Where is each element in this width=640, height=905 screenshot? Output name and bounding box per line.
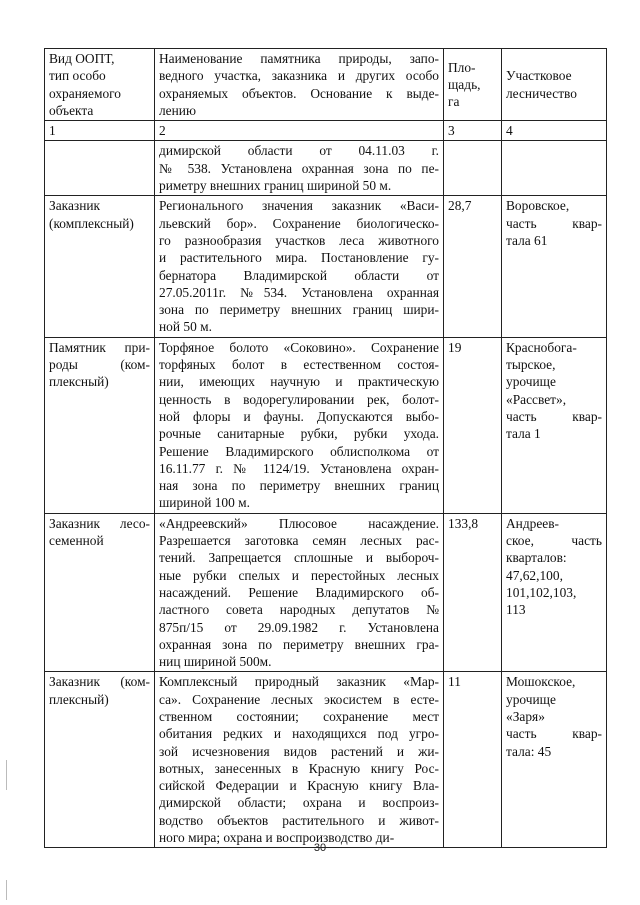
row-forestry-line: «Рассвет»,: [506, 391, 567, 407]
row-type: [45, 337, 155, 513]
row-description-line: льевский бор». Сохранение биологическо-: [159, 215, 439, 231]
row-area: [444, 141, 502, 196]
row-description-line: и растительного мира. Постановление гу-: [159, 250, 439, 266]
table-row: [45, 196, 607, 337]
row-area: 133,8: [444, 513, 502, 672]
row-forestry: [502, 141, 607, 196]
row-description: [155, 141, 444, 196]
row-description-line: вотных, занесенных в Красную книгу Рос-: [159, 760, 439, 776]
row-description-line: ственном состоянии; сохранение мест: [159, 708, 439, 724]
column-number-row: [45, 121, 607, 141]
row-forestry-line: Воровское,: [506, 198, 570, 214]
row-description-line: бернатора Владимирской области от: [159, 267, 439, 283]
row-forestry-line: урочище: [506, 374, 556, 390]
row-description-line: ластного совета народных депутатов №: [159, 602, 439, 618]
protected-areas-table: [44, 48, 607, 848]
row-description-line: торфяных болот в естественном состоя-: [159, 357, 439, 373]
row-description: [155, 513, 444, 672]
row-description-line: ные рубки спелых и перестойных лесных: [159, 567, 439, 583]
row-description-line: «Андреевский» Плюсовое насаждение.: [159, 515, 439, 531]
row-description-line: 16.11.77 г. № 1124/19. Установлена охран-: [159, 460, 439, 476]
row-type-line: Памятник при-: [49, 339, 150, 355]
row-type-line: плексный): [49, 374, 109, 390]
row-description-line: са». Сохранение лесных экосистем в есте-: [159, 691, 439, 707]
row-description-line: ной флоры и фауны. Допускаются выбо-: [159, 408, 439, 424]
row-description-line: зона по периметру внешних границ шири-: [159, 302, 439, 318]
row-description-line: Комплексный природный заказник «Мар-: [159, 674, 439, 690]
row-type-line: Заказник лесо-: [49, 515, 150, 531]
row-forestry: [502, 513, 607, 672]
column-number: 1: [45, 121, 155, 141]
row-type-line: роды (ком-: [49, 357, 150, 373]
row-forestry-line: тала 1: [506, 426, 541, 442]
scan-margin-mark: [6, 760, 7, 790]
row-description-line: риметру внешних границ шириной 50 м.: [159, 178, 392, 194]
row-description: [155, 672, 444, 848]
row-description-line: обитания редких и находящихся под угро-: [159, 726, 439, 742]
header-col4: Участковое лесничество: [502, 49, 607, 121]
row-description-line: охранная зона по периметру внешних гра-: [159, 636, 439, 652]
table-row: [45, 141, 607, 196]
row-description-line: димирской области от 04.11.03 г.: [159, 143, 439, 159]
row-forestry-line: часть квар-: [506, 726, 602, 742]
row-description-line: 875п/15 от 29.09.1982 г. Установлена: [159, 619, 439, 635]
row-forestry-line: тала: 45: [506, 743, 552, 759]
table-row: [45, 513, 607, 672]
row-forestry-line: тырское,: [506, 357, 556, 373]
row-description-line: ниц шириной 500м.: [159, 654, 272, 670]
row-forestry-line: тала 61: [506, 232, 548, 248]
row-type-line: семенной: [49, 533, 104, 549]
row-forestry-line: «Заря»: [506, 708, 545, 724]
row-forestry-line: часть квар-: [506, 215, 602, 231]
row-area: 11: [444, 672, 502, 848]
row-description-line: насаждений. Решение Владимирского об-: [159, 584, 439, 600]
row-area: 19: [444, 337, 502, 513]
row-forestry-line: Мошокское,: [506, 674, 576, 690]
row-description-line: зой исчезновения видов растений и жи-: [159, 743, 439, 759]
table-row: [45, 337, 607, 513]
row-description: [155, 337, 444, 513]
page-number: 30: [313, 842, 327, 854]
row-forestry: [502, 672, 607, 848]
row-forestry-line: Андреев-: [506, 515, 560, 531]
row-description-line: № 538. Установлена охранная зона по пе-: [159, 160, 439, 176]
row-description-line: водство объектов растительного и живот-: [159, 812, 439, 828]
row-forestry-line: 101,102,103,: [506, 584, 577, 600]
table-header-row: [45, 49, 607, 121]
row-description: [155, 196, 444, 337]
row-description-line: ного мира; охрана и воспроизводство ди-: [159, 830, 395, 846]
scan-margin-mark: [6, 880, 7, 900]
row-description-line: Торфяное болото «Соковино». Сохранение: [159, 339, 439, 355]
row-forestry-line: Краснобога-: [506, 339, 577, 355]
row-forestry: [502, 337, 607, 513]
row-forestry-line: 113: [506, 602, 526, 618]
row-forestry-line: 47,62,100,: [506, 567, 563, 583]
row-description-line: рочные санитарные рубки, рубки ухода.: [159, 426, 439, 442]
header-col3: Пло- щадь, га: [444, 49, 502, 121]
row-description-line: тений. Запрещается сплошные и выбороч-: [159, 550, 439, 566]
row-description-line: Разрешается заготовка семян лесных рас-: [159, 533, 439, 549]
row-description-line: ной 50 м.: [159, 319, 212, 335]
header-col1: Вид ООПТ, тип особо охраняемого объекта: [45, 49, 155, 121]
row-type-line: Заказник: [49, 198, 101, 214]
row-forestry-line: кварталов:: [506, 550, 567, 566]
row-description-line: го разнообразия участков леса животного: [159, 232, 439, 248]
table-row: [45, 672, 607, 848]
row-type-line: Заказник (ком-: [49, 674, 150, 690]
row-description-line: 27.05.2011г. №534. Установлена охранная: [159, 284, 439, 300]
row-description-line: димирской области; охрана и воспроиз-: [159, 795, 439, 811]
row-type: [45, 196, 155, 337]
column-number: 4: [502, 121, 607, 141]
row-forestry-line: часть квар-: [506, 408, 602, 424]
row-description-line: шириной 100 м.: [159, 495, 250, 511]
row-description-line: ценность в водорегулировании рек, болот-: [159, 391, 439, 407]
row-description-line: ная зона по периметру внешних границ: [159, 478, 439, 494]
table-body: [45, 141, 607, 848]
row-forestry: [502, 196, 607, 337]
row-description-line: Решение Владимирского облисполкома от: [159, 443, 439, 459]
header-col2: Наименование памятника природы, запо- ведного участка, заказника и других особо охраняемых объектов. Основание к выде- лению: [155, 49, 444, 121]
row-type: [45, 513, 155, 672]
row-forestry-line: ское, часть: [506, 533, 602, 549]
row-type-line: (комплексный): [49, 215, 134, 231]
row-type: [45, 141, 155, 196]
row-description-line: Регионального значения заказник «Васи-: [159, 198, 439, 214]
row-description-line: нии, имеющих научную и практическую: [159, 374, 439, 390]
row-type-line: плексный): [49, 691, 109, 707]
column-number: 2: [155, 121, 444, 141]
row-area: 28,7: [444, 196, 502, 337]
row-description-line: сийской Федерации и Красную книгу Вла-: [159, 778, 439, 794]
row-forestry-line: урочище: [506, 691, 556, 707]
column-number: 3: [444, 121, 502, 141]
row-type: [45, 672, 155, 848]
